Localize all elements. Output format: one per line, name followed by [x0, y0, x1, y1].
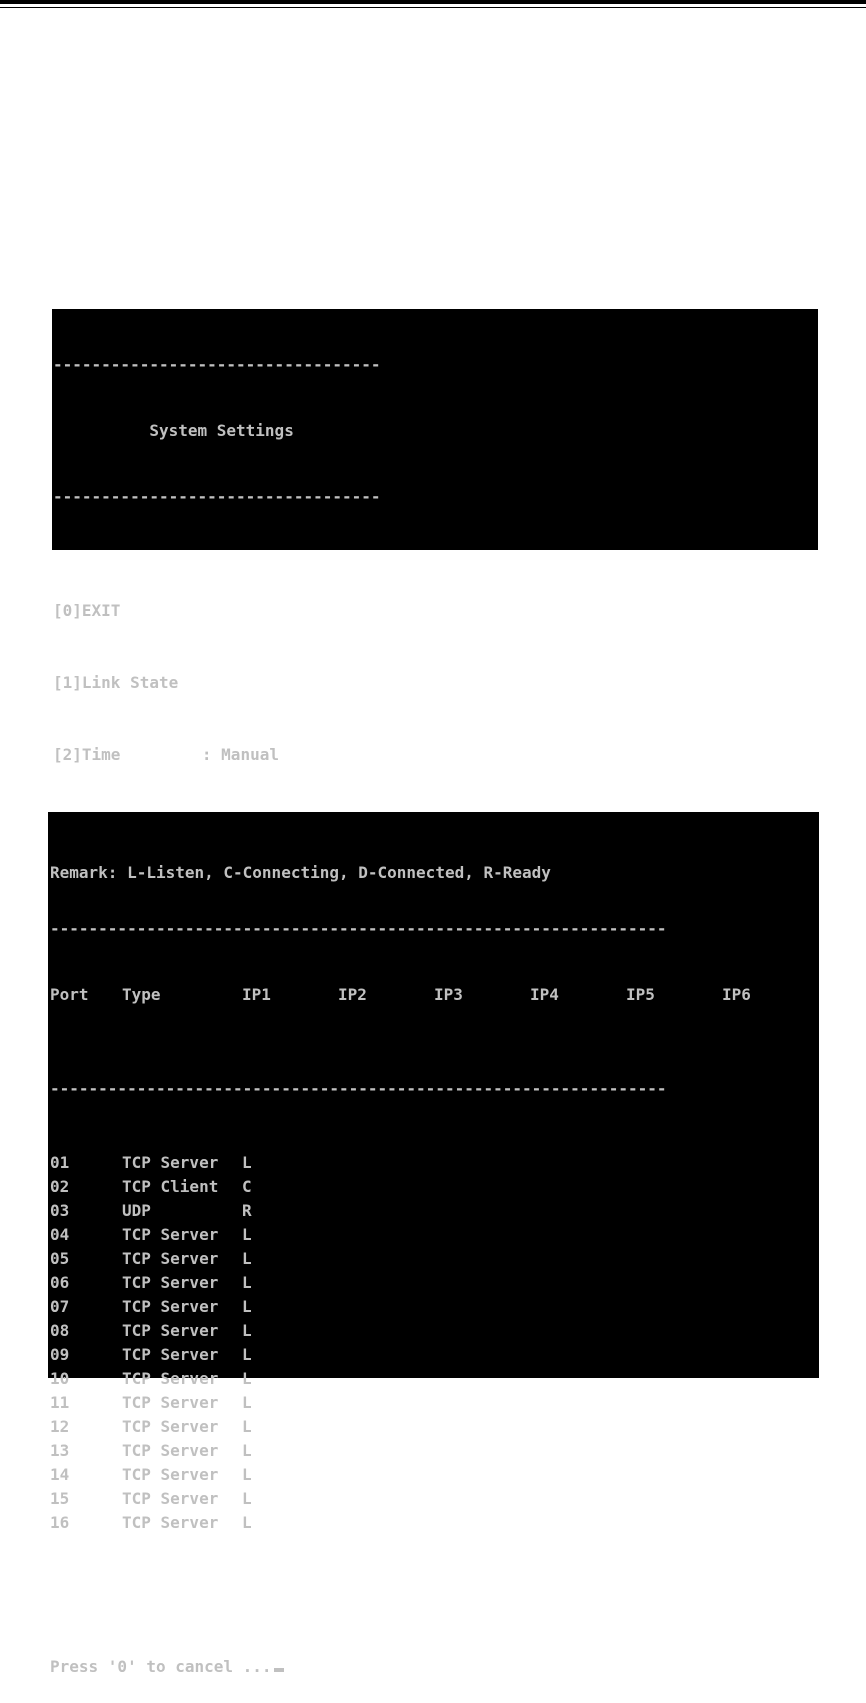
type-cell: TCP Server: [122, 1393, 219, 1412]
port-cell: 04: [50, 1225, 70, 1244]
text-cursor: [274, 1668, 284, 1672]
ip1-cell: L: [242, 1273, 252, 1292]
table-row: [50, 1391, 819, 1415]
table-row: [50, 1487, 819, 1511]
port-cell: 14: [50, 1465, 70, 1484]
table-row: [50, 1223, 819, 1247]
type-cell: TCP Server: [122, 1249, 219, 1268]
ip1-cell: L: [242, 1513, 252, 1532]
type-cell: TCP Server: [122, 1345, 219, 1364]
column-header-ip6: IP6: [722, 985, 751, 1004]
settings-separator-top: ----------------------------------: [53, 355, 381, 374]
type-cell: TCP Server: [122, 1273, 219, 1292]
page-header-rule-thin: [0, 7, 866, 8]
type-cell: TCP Server: [122, 1225, 219, 1244]
port-cell: 09: [50, 1345, 70, 1364]
menu-key: [1]: [53, 673, 82, 692]
ip1-cell: L: [242, 1297, 252, 1316]
type-cell: TCP Server: [122, 1465, 219, 1484]
link-state-console[interactable]: [48, 812, 819, 1676]
type-cell: TCP Server: [122, 1417, 219, 1436]
column-header-ip1: IP1: [242, 985, 271, 1004]
table-row: [50, 1295, 819, 1319]
menu-value: : Manual: [201, 745, 279, 764]
ip1-cell: L: [242, 1249, 252, 1268]
port-cell: 11: [50, 1393, 70, 1412]
status-separator-top: ----------------------------------------------------------------: [50, 919, 667, 938]
type-cell: TCP Server: [122, 1441, 219, 1460]
ip1-cell: L: [242, 1153, 252, 1172]
menu-key: [2]: [53, 745, 82, 764]
footer-text: Press '0' to cancel ...: [50, 1657, 272, 1676]
ip1-cell: L: [242, 1225, 252, 1244]
table-row: [50, 1175, 819, 1199]
port-cell: 12: [50, 1417, 70, 1436]
port-cell: 01: [50, 1153, 70, 1172]
table-row: [50, 1271, 819, 1295]
type-cell: TCP Server: [122, 1369, 219, 1388]
ip1-cell: L: [242, 1417, 252, 1436]
type-cell: TCP Server: [122, 1321, 219, 1340]
status-separator-bottom: ----------------------------------------------------------------: [50, 1079, 667, 1098]
table-row: [50, 1367, 819, 1391]
column-header-port: Port: [50, 985, 89, 1004]
table-row: [50, 1151, 819, 1175]
type-cell: TCP Client: [122, 1177, 219, 1196]
menu-label: Link State: [81, 673, 179, 692]
type-cell: TCP Server: [122, 1489, 219, 1508]
remark-line: Remark: L-Listen, C-Connecting, D-Connected, R-Ready: [50, 863, 551, 882]
column-header-ip2: IP2: [338, 985, 367, 1004]
ip1-cell: R: [242, 1201, 252, 1220]
table-header: [50, 983, 819, 1031]
table-row: [50, 1319, 819, 1343]
ip1-cell: L: [242, 1345, 252, 1364]
settings-separator-bottom: ----------------------------------: [53, 487, 381, 506]
table-row: [50, 1247, 819, 1271]
port-status-table: [50, 1151, 819, 1535]
ip1-cell: C: [242, 1177, 252, 1196]
settings-title: System Settings: [53, 421, 294, 440]
ip1-cell: L: [242, 1465, 252, 1484]
cancel-prompt[interactable]: [50, 1655, 819, 1679]
ip1-cell: L: [242, 1489, 252, 1508]
menu-item-exit[interactable]: [53, 599, 818, 623]
column-header-type: Type: [122, 985, 161, 1004]
port-cell: 06: [50, 1273, 70, 1292]
port-cell: 13: [50, 1441, 70, 1460]
ip1-cell: L: [242, 1369, 252, 1388]
ip1-cell: L: [242, 1393, 252, 1412]
column-header-ip4: IP4: [530, 985, 559, 1004]
menu-label: Time: [81, 745, 121, 764]
menu-label: EXIT: [81, 601, 121, 620]
table-row: [50, 1415, 819, 1439]
port-cell: 15: [50, 1489, 70, 1508]
port-cell: 07: [50, 1297, 70, 1316]
table-row: [50, 1439, 819, 1463]
type-cell: TCP Server: [122, 1297, 219, 1316]
type-cell: TCP Server: [122, 1513, 219, 1532]
column-header-ip5: IP5: [626, 985, 655, 1004]
table-row: [50, 1463, 819, 1487]
port-cell: 03: [50, 1201, 70, 1220]
menu-item-link-state[interactable]: [53, 671, 818, 695]
table-row: [50, 1343, 819, 1367]
ip1-cell: L: [242, 1441, 252, 1460]
port-cell: 05: [50, 1249, 70, 1268]
port-cell: 16: [50, 1513, 70, 1532]
table-row: [50, 1511, 819, 1535]
menu-key: [0]: [53, 601, 82, 620]
blank-line: [50, 1583, 819, 1607]
menu-item-time[interactable]: [53, 743, 818, 767]
column-header-ip3: IP3: [434, 985, 463, 1004]
ip1-cell: L: [242, 1321, 252, 1340]
table-row: [50, 1199, 819, 1223]
type-cell: TCP Server: [122, 1153, 219, 1172]
type-cell: UDP: [122, 1201, 151, 1220]
page-header-rule-thick: [0, 0, 866, 4]
port-cell: 02: [50, 1177, 70, 1196]
port-cell: 10: [50, 1369, 70, 1388]
port-cell: 08: [50, 1321, 70, 1340]
system-settings-console[interactable]: [52, 309, 818, 764]
